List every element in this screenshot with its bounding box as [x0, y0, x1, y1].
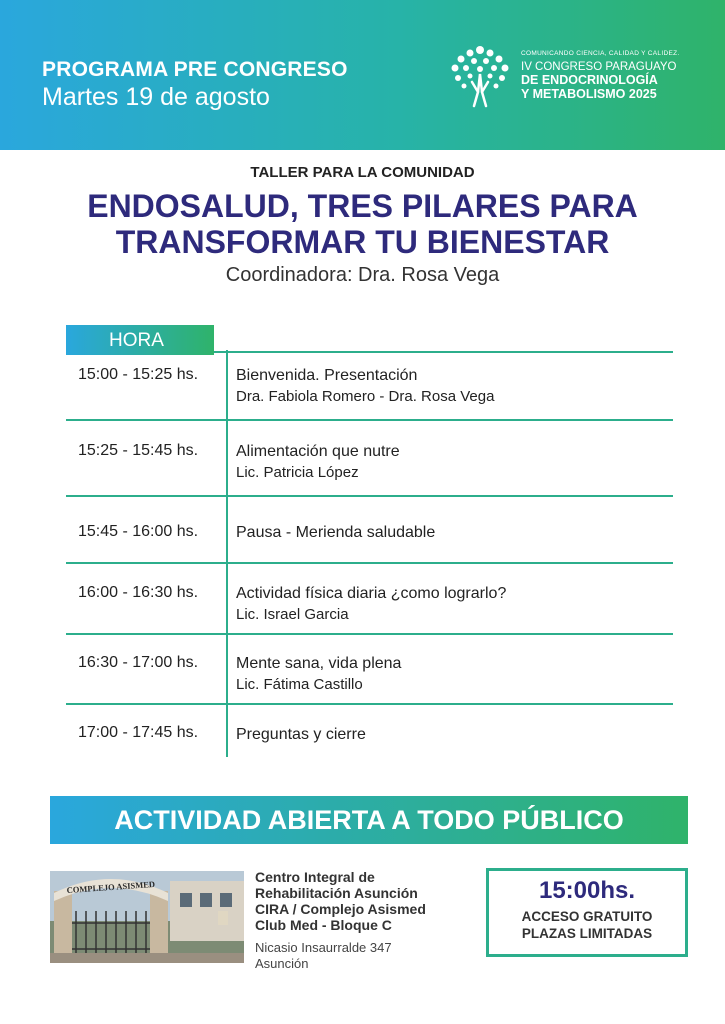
event-title-line-1: ENDOSALUD, TRES PILARES PARA	[87, 188, 638, 224]
open-activity-banner: ACTIVIDAD ABIERTA A TODO PÚBLICO	[50, 796, 688, 844]
header-banner	[0, 0, 725, 150]
venue-address-line: Asunción	[255, 956, 309, 971]
activity-title: Actividad física diaria ¿como lograrlo?	[236, 585, 507, 602]
schedule-row-divider	[66, 703, 673, 705]
congress-tagline: COMUNICANDO CIENCIA, CALIDAD Y CALIDEZ.	[521, 50, 680, 57]
schedule-row-divider	[66, 495, 673, 497]
activity-speaker: Dra. Fabiola Romero - Dra. Rosa Vega	[236, 388, 495, 405]
schedule-row-time: 16:00 - 16:30 hs.	[78, 584, 199, 601]
schedule-vertical-divider	[226, 350, 228, 757]
schedule-row-divider	[66, 419, 673, 421]
limited-seats-label: PLAZAS LIMITADAS	[521, 926, 653, 941]
event-coordinator: Coordinadora: Dra. Rosa Vega	[225, 264, 500, 286]
event-title	[0, 188, 725, 260]
schedule-row-activity	[236, 653, 401, 695]
schedule-row-divider	[66, 562, 673, 564]
activity-title: Bienvenida. Presentación	[236, 367, 418, 384]
schedule-row-activity	[236, 724, 366, 745]
venue-address	[255, 940, 392, 972]
photo-sign-text: COMPLEJO ASISMED	[66, 878, 156, 896]
congress-line-2: DE ENDOCRINOLOGÍA	[521, 73, 658, 87]
schedule-row-time: 15:25 - 15:45 hs.	[78, 442, 199, 459]
start-hour: 15:00hs.	[538, 877, 636, 904]
schedule-top-divider	[214, 351, 673, 353]
activity-speaker: Lic. Israel Garcia	[236, 606, 349, 623]
venue-address-line: Nicasio Insaurralde 347	[255, 940, 392, 955]
schedule-row-divider	[66, 633, 673, 635]
venue-photo-sign	[50, 871, 244, 963]
schedule-row-activity	[236, 522, 435, 543]
activity-title: Mente sana, vida plena	[236, 655, 402, 672]
schedule-row-time: 17:00 - 17:45 hs.	[78, 724, 199, 741]
venue-photo	[50, 871, 244, 963]
tree-network-icon	[448, 44, 512, 108]
venue-name	[255, 869, 426, 933]
access-info-box	[486, 868, 688, 957]
event-title-line-2: TRANSFORMAR TU BIENESTAR	[115, 224, 610, 260]
free-access-label: ACCESO GRATUITO	[521, 909, 653, 924]
venue-name-line: Club Med - Bloque C	[255, 917, 392, 933]
schedule-header-tab: HORA	[66, 325, 214, 355]
venue-name-line: CIRA / Complejo Asismed	[255, 901, 426, 917]
event-kicker: TALLER PARA LA COMUNIDAD	[250, 164, 475, 181]
schedule-row-time: 15:00 - 15:25 hs.	[78, 366, 199, 383]
schedule-row-activity	[236, 441, 400, 483]
program-date: Martes 19 de agosto	[42, 83, 270, 111]
congress-line-1: IV CONGRESO PARAGUAYO	[521, 61, 677, 73]
venue-name-line: Centro Integral de	[255, 869, 375, 885]
activity-speaker: Lic. Fátima Castillo	[236, 676, 363, 693]
schedule-row-activity	[236, 365, 494, 407]
activity-title: Preguntas y cierre	[236, 726, 366, 743]
congress-branding	[521, 50, 679, 101]
activity-speaker: Lic. Patricia López	[236, 464, 359, 481]
venue-name-line: Rehabilitación Asunción	[255, 885, 418, 901]
program-title: PROGRAMA PRE CONGRESO	[42, 58, 348, 81]
activity-title: Pausa - Merienda saludable	[236, 524, 436, 541]
schedule-row-time: 16:30 - 17:00 hs.	[78, 654, 199, 671]
activity-title: Alimentación que nutre	[236, 443, 400, 460]
congress-line-3: Y METABOLISMO 2025	[521, 87, 657, 101]
schedule-row-time: 15:45 - 16:00 hs.	[78, 523, 199, 540]
schedule-row-activity	[236, 583, 506, 625]
